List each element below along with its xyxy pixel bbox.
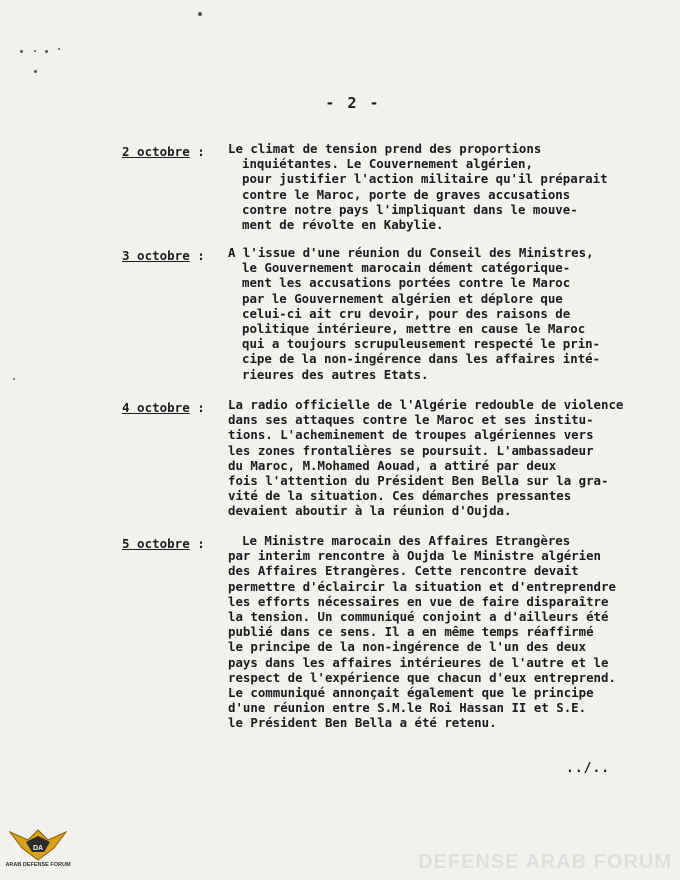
entry-line: publié dans ce sens. Il a en même temps réaffirmé — [228, 624, 594, 640]
entry-line: celui-ci ait cru devoir, pour des raisons de — [242, 305, 571, 321]
entry-line: d'une réunion entre S.M.le Roi Hassan II et S.E. — [228, 700, 587, 716]
entry-line: du Maroc, M.Mohamed Aouad, a attiré par deux — [228, 457, 557, 473]
entry-line: le principe de la non-ingérence de l'un des deux — [228, 639, 587, 655]
entry-line: contre notre pays l'impliquant dans le mouve- — [242, 201, 578, 217]
scan-speck — [13, 378, 15, 380]
watermark-site-text: DEFENSE ARAB FORUM — [418, 851, 672, 873]
entry-line: Le Ministre marocain des Affaires Etrangères — [242, 533, 571, 548]
entry-line: ment les accusations portées contre le Maroc — [242, 275, 571, 291]
entry-line: A l'issue d'une réunion du Conseil des Ministres, — [228, 245, 594, 260]
entry-date — [122, 144, 205, 159]
entry-text — [228, 397, 648, 519]
entry-line: le Président Ben Bella a été retenu. — [228, 715, 497, 731]
entry-line: inquiétantes. Le Couvernement algérien, — [242, 156, 533, 172]
entry-line: Le communiqué annonçait également que le principe — [228, 685, 594, 701]
entry-line: permettre d'éclaircir la situation et d'entreprendre — [228, 578, 616, 594]
logo-caption: ARAB DEFENSE FORUM — [5, 862, 71, 868]
scan-speck — [198, 12, 202, 16]
entry-date-colon: : — [197, 248, 205, 263]
entry-line: ment de révolte en Kabylie. — [242, 217, 444, 233]
entry-line: devaient aboutir à la réunion d'Oujda. — [228, 503, 512, 519]
entry-line: La radio officielle de l'Algérie redouble de violence — [228, 397, 624, 412]
entry-date — [122, 248, 205, 263]
entry-line: les zones frontalières se poursuit. L'ambassadeur — [228, 442, 594, 458]
entry-date-label: 2 octobre — [122, 144, 190, 159]
entry-line: le Gouvernement marocain dément catégorique- — [242, 260, 571, 276]
entry-line: qui a toujours scrupuleusement respecté le prin- — [242, 336, 601, 352]
entry-line: la tension. Un communiqué conjoint a d'ailleurs été — [228, 609, 609, 625]
entry-date-colon: : — [197, 536, 205, 551]
entry-date-label: 3 octobre — [122, 248, 190, 263]
scan-speck — [34, 50, 36, 52]
page-number: - 2 - — [325, 94, 381, 112]
scan-speck — [34, 70, 37, 73]
entry-text — [228, 245, 648, 382]
entry-line: dans ses attaques contre le Maroc et ses institu- — [228, 412, 594, 428]
entry-line: par interim rencontre à Oujda le Ministre algérien — [228, 548, 601, 564]
entry-line: fois l'attention du Président Ben Bella sur la gra- — [228, 473, 609, 489]
entry-date-label: 5 octobre — [122, 536, 190, 551]
scan-speck — [20, 50, 23, 53]
continued-marker: ../.. — [566, 761, 611, 776]
entry-line: pour justifier l'action militaire qu'il préparait — [242, 171, 608, 187]
entry-text — [228, 533, 648, 731]
entry-line: politique intérieure, mettre en cause le Maroc — [242, 321, 586, 337]
scan-speck — [58, 48, 60, 50]
entry-date-colon: : — [197, 400, 205, 415]
entry-line: pays dans les affaires intérieures de l'autre et le — [228, 654, 609, 670]
entry-line: cipe de la non-ingérence dans les affaires inté- — [242, 351, 601, 367]
entry-date-label: 4 octobre — [122, 400, 190, 415]
entry-date — [122, 400, 205, 415]
entry-date — [122, 536, 205, 551]
entry-line: les efforts nécessaires en vue de faire disparaître — [228, 593, 609, 609]
entry-line: vité de la situation. Ces démarches pressantes — [228, 488, 572, 504]
entry-line: rieures des autres Etats. — [242, 366, 429, 382]
entry-date-colon: : — [197, 144, 205, 159]
entry-text — [228, 141, 648, 232]
entry-line: contre le Maroc, porte de graves accusations — [242, 186, 571, 202]
logo-initials: DA — [32, 845, 44, 852]
entry-line: par le Gouvernement algérien et déplore que — [242, 290, 563, 306]
scan-speck — [45, 50, 48, 53]
entry-line: des Affaires Etrangères. Cette rencontre devait — [228, 563, 579, 579]
entry-line: tions. L'acheminement de troupes algériennes vers — [228, 427, 594, 443]
entry-line: respect de l'expérience que chacun d'eux entreprend. — [228, 669, 616, 685]
entry-line: Le climat de tension prend des proportions — [228, 141, 542, 156]
